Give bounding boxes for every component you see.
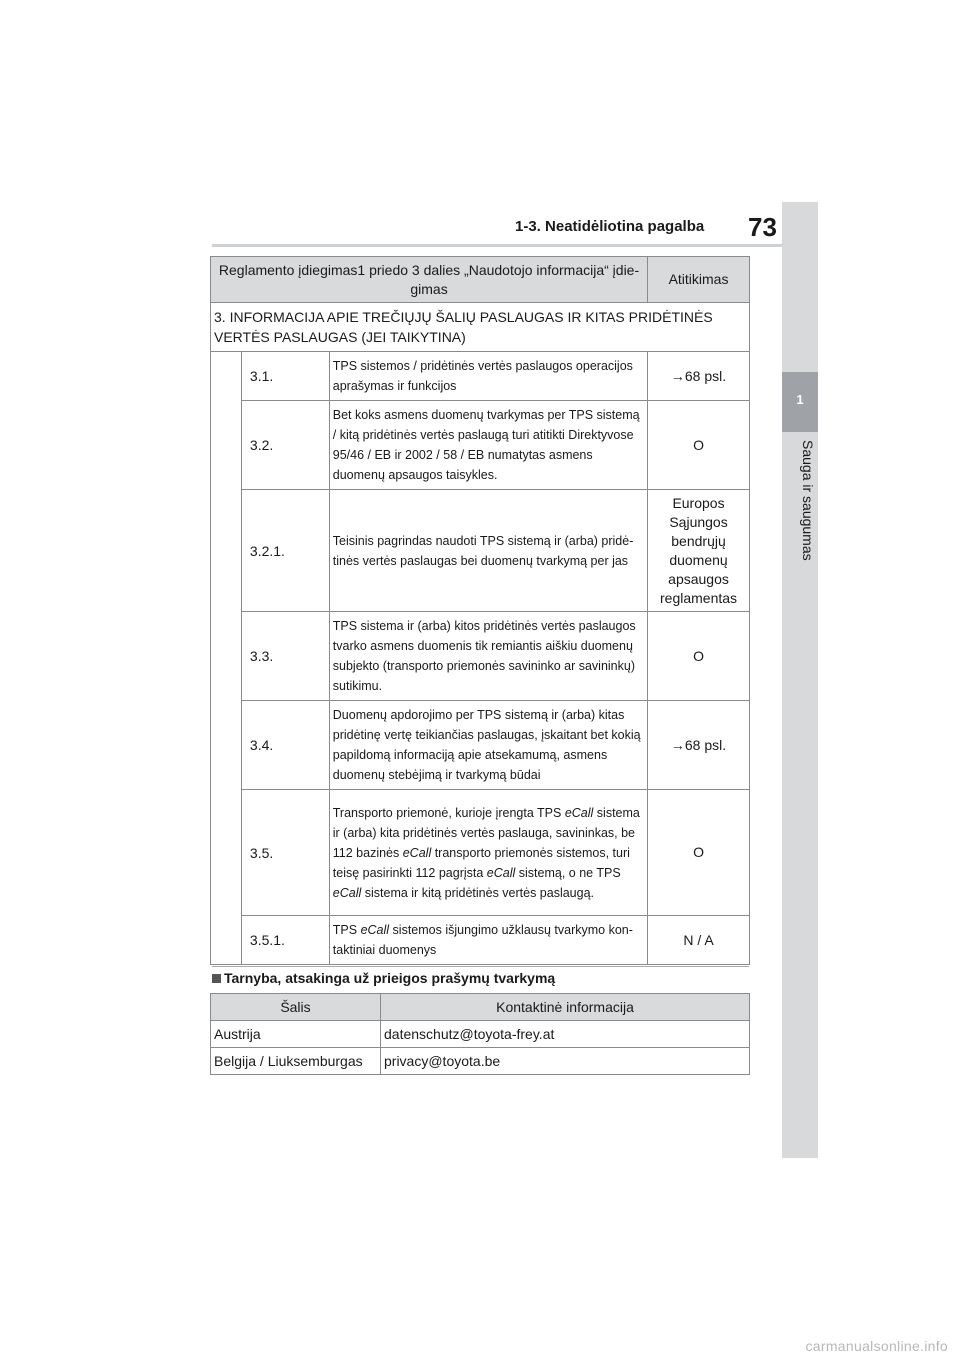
- row-number: 3.3.: [241, 612, 329, 701]
- contact-table-header: [211, 994, 750, 1021]
- row-compliance: O: [648, 401, 750, 490]
- header-requirement: Reglamento įdiegimas1 priedo 3 dalies „Naudotojo informacija“ įdie- gimas: [211, 257, 648, 303]
- row-compliance: →68 psl.: [648, 352, 750, 401]
- row-description: TPS eCall sistemos išjungimo užklausų tvarkymo kontaktiniai duomenys: [329, 916, 647, 965]
- table-row: [211, 1048, 750, 1075]
- row-number: 3.1.: [241, 352, 329, 401]
- row-number: 3.5.1.: [241, 916, 329, 965]
- row-number: 3.2.: [241, 401, 329, 490]
- section-row-text: 3. INFORMACIJA APIE TREČIŲJŲ ŠALIŲ PASLAUGAS IR KITAS PRIDĖTINĖS VERTĖS PASLAUGAS (JEI TAIKYTINA): [211, 303, 750, 352]
- header-country: Šalis: [211, 994, 381, 1021]
- header-contact: Kontaktinė informacija: [381, 994, 750, 1021]
- row-number: 3.4.: [241, 701, 329, 790]
- row-number: 3.5.: [241, 790, 329, 916]
- section-title: 1-3. Neatidėliotina pagalba: [515, 218, 705, 235]
- section-divider: [212, 966, 749, 967]
- section-heading: Tarnyba, atsakinga už prieigos prašymų tvarkymą: [212, 970, 555, 986]
- header-compliance: Atitikimas: [648, 257, 750, 303]
- row-description: Teisinis pagrindas naudoti TPS sistemą ir (arba) pridėtinės vertės paslaugas bei duomenų tvarkymą per jas: [329, 490, 647, 612]
- table-row: [211, 790, 750, 916]
- compliance-table: [210, 256, 750, 965]
- row-description: TPS sistema ir (arba) kitos pridėtinės vertės paslaugos tvarko asmens duomenis tik remiantis aiškiu duomenų subjekto (transporto priemonės savininko ar savininkų) sutikimu.: [329, 612, 647, 701]
- section-row: [211, 303, 750, 352]
- row-description: Transporto priemonė, kurioje įrengta TPS eCall sistema ir (arba) kita pridėtinės vertės paslauga, savininkas, be 112 bazinės eCall transporto priemonės sistemos, turi teisę pasirinkti 112 pagrįsta eCall sistemą, o ne TPS eCall sistema ir kitą pridėtinės vertės paslaugą.: [329, 790, 647, 916]
- contact-cell: datenschutz@toyota-frey.at: [381, 1021, 750, 1048]
- row-description: Bet koks asmens duomenų tvarkymas per TPS sistemą / kitą pridėtinės vertės paslaugą turi atitikti Direktyvose 95/46 / EB ir 2002 / 58 / EB numatytas asmens duomenų apsaugos taisykles.: [329, 401, 647, 490]
- chapter-number: 1: [796, 392, 804, 407]
- compliance-table-header: [211, 257, 750, 303]
- table-row: [211, 916, 750, 965]
- table-row: [211, 701, 750, 790]
- page-number: 73: [748, 212, 777, 242]
- chapter-label: Sauga ir saugumas: [800, 440, 816, 561]
- header-divider: [212, 244, 783, 247]
- table-row: [211, 1021, 750, 1048]
- contact-cell: privacy@toyota.be: [381, 1048, 750, 1075]
- row-compliance: Europos Sąjungos bendrųjų duomenų apsaugos reglamentas: [648, 490, 750, 612]
- square-bullet-icon: [212, 974, 221, 983]
- row-compliance: O: [648, 790, 750, 916]
- row-compliance: O: [648, 612, 750, 701]
- table-row: [211, 401, 750, 490]
- table-row: [211, 352, 750, 401]
- row-description: TPS sistemos / pridėtinės vertės paslaugos operacijos aprašymas ir funkcijos: [329, 352, 647, 401]
- country-cell: Austrija: [211, 1021, 381, 1048]
- table-row: [211, 490, 750, 612]
- country-cell: Belgija / Liuksemburgas: [211, 1048, 381, 1075]
- watermark: carmanualsonline.info: [805, 1338, 948, 1354]
- row-number: 3.2.1.: [241, 490, 329, 612]
- contact-table: [210, 993, 750, 1075]
- row-description: Duomenų apdorojimo per TPS sistemą ir (arba) kitas pridėtinę vertę teikiančias paslaugas, įskaitant bet kokią papildomą informaciją apie atsekamumą, asmens duomenų stebėjimą ir tvarkymą būdai: [329, 701, 647, 790]
- row-compliance: N / A: [648, 916, 750, 965]
- table-row: [211, 612, 750, 701]
- chapter-side-tab: [782, 202, 818, 1158]
- row-compliance: →68 psl.: [648, 701, 750, 790]
